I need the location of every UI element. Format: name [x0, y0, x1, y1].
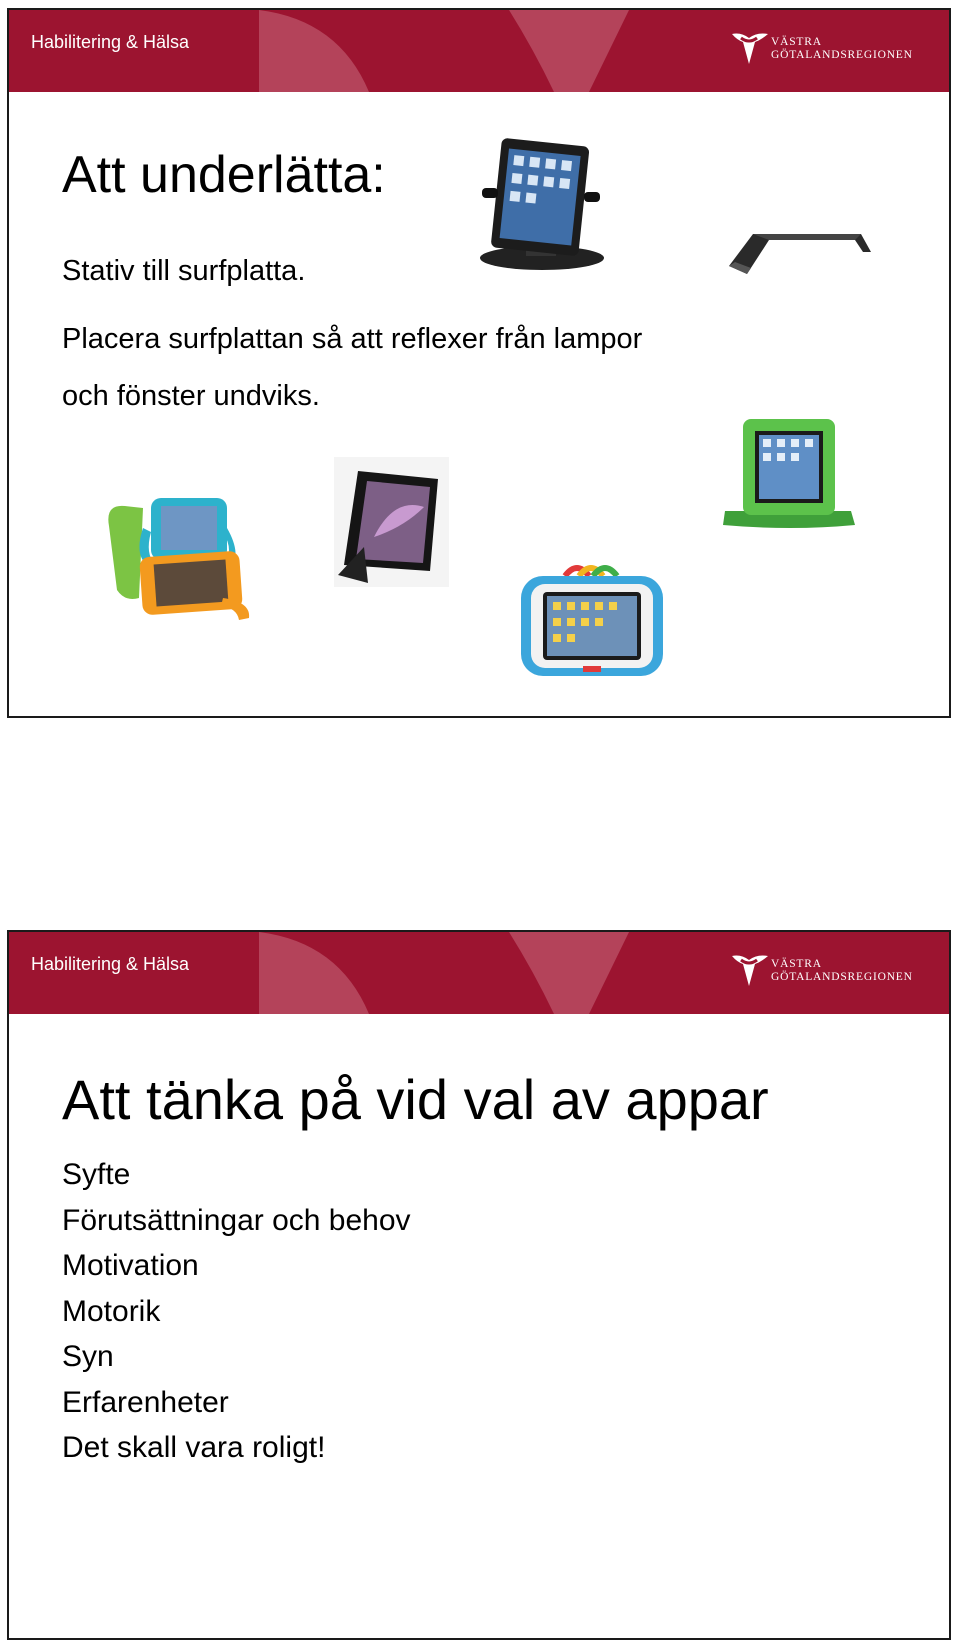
slide-2	[7, 930, 951, 1640]
black-angled-stand-image	[725, 228, 875, 288]
slide-heading: Att tänka på vid val av appar	[62, 1068, 769, 1131]
vgr-logo-icon	[731, 30, 769, 66]
banner-title: Habilitering & Hälsa	[31, 32, 190, 52]
vgr-logo-icon	[731, 952, 769, 988]
list-item: Erfarenheter	[62, 1385, 229, 1419]
list-item: Motivation	[62, 1249, 199, 1282]
logo-text-line1: VÄSTRA	[771, 958, 822, 970]
vgr-logo	[731, 952, 911, 992]
list-item: Det skall vara roligt!	[62, 1431, 326, 1464]
slide-heading: Att underlätta:	[62, 146, 386, 204]
list-item: Syn	[62, 1340, 114, 1373]
green-tablet-holder-image	[721, 415, 856, 535]
body-line-2: Placera surfplattan så att reflexer från lampor	[62, 323, 643, 355]
list-item: Motorik	[62, 1294, 161, 1328]
vgr-logo	[731, 30, 911, 70]
logo-text-line2: GÖTALANDSREGIONEN	[771, 971, 913, 983]
slide-1	[7, 8, 951, 718]
body-line-3: och fönster undviks.	[62, 380, 320, 412]
kids-handle-cases-image	[103, 498, 253, 623]
body-line-1: Stativ till surfplatta.	[62, 255, 306, 287]
baby-play-case-image	[517, 562, 667, 682]
slide-banner	[9, 932, 949, 1014]
black-folio-case-image	[334, 457, 449, 587]
list-item: Förutsättningar och behov	[62, 1203, 411, 1237]
list-item: Syfte	[62, 1158, 131, 1191]
slide-banner	[9, 10, 949, 92]
tablet-on-swivel-stand-image	[474, 138, 609, 283]
logo-text-line1: VÄSTRA	[771, 36, 822, 48]
consideration-list	[62, 1152, 411, 1471]
banner-title: Habilitering & Hälsa	[31, 954, 190, 974]
logo-text-line2: GÖTALANDSREGIONEN	[771, 49, 913, 61]
